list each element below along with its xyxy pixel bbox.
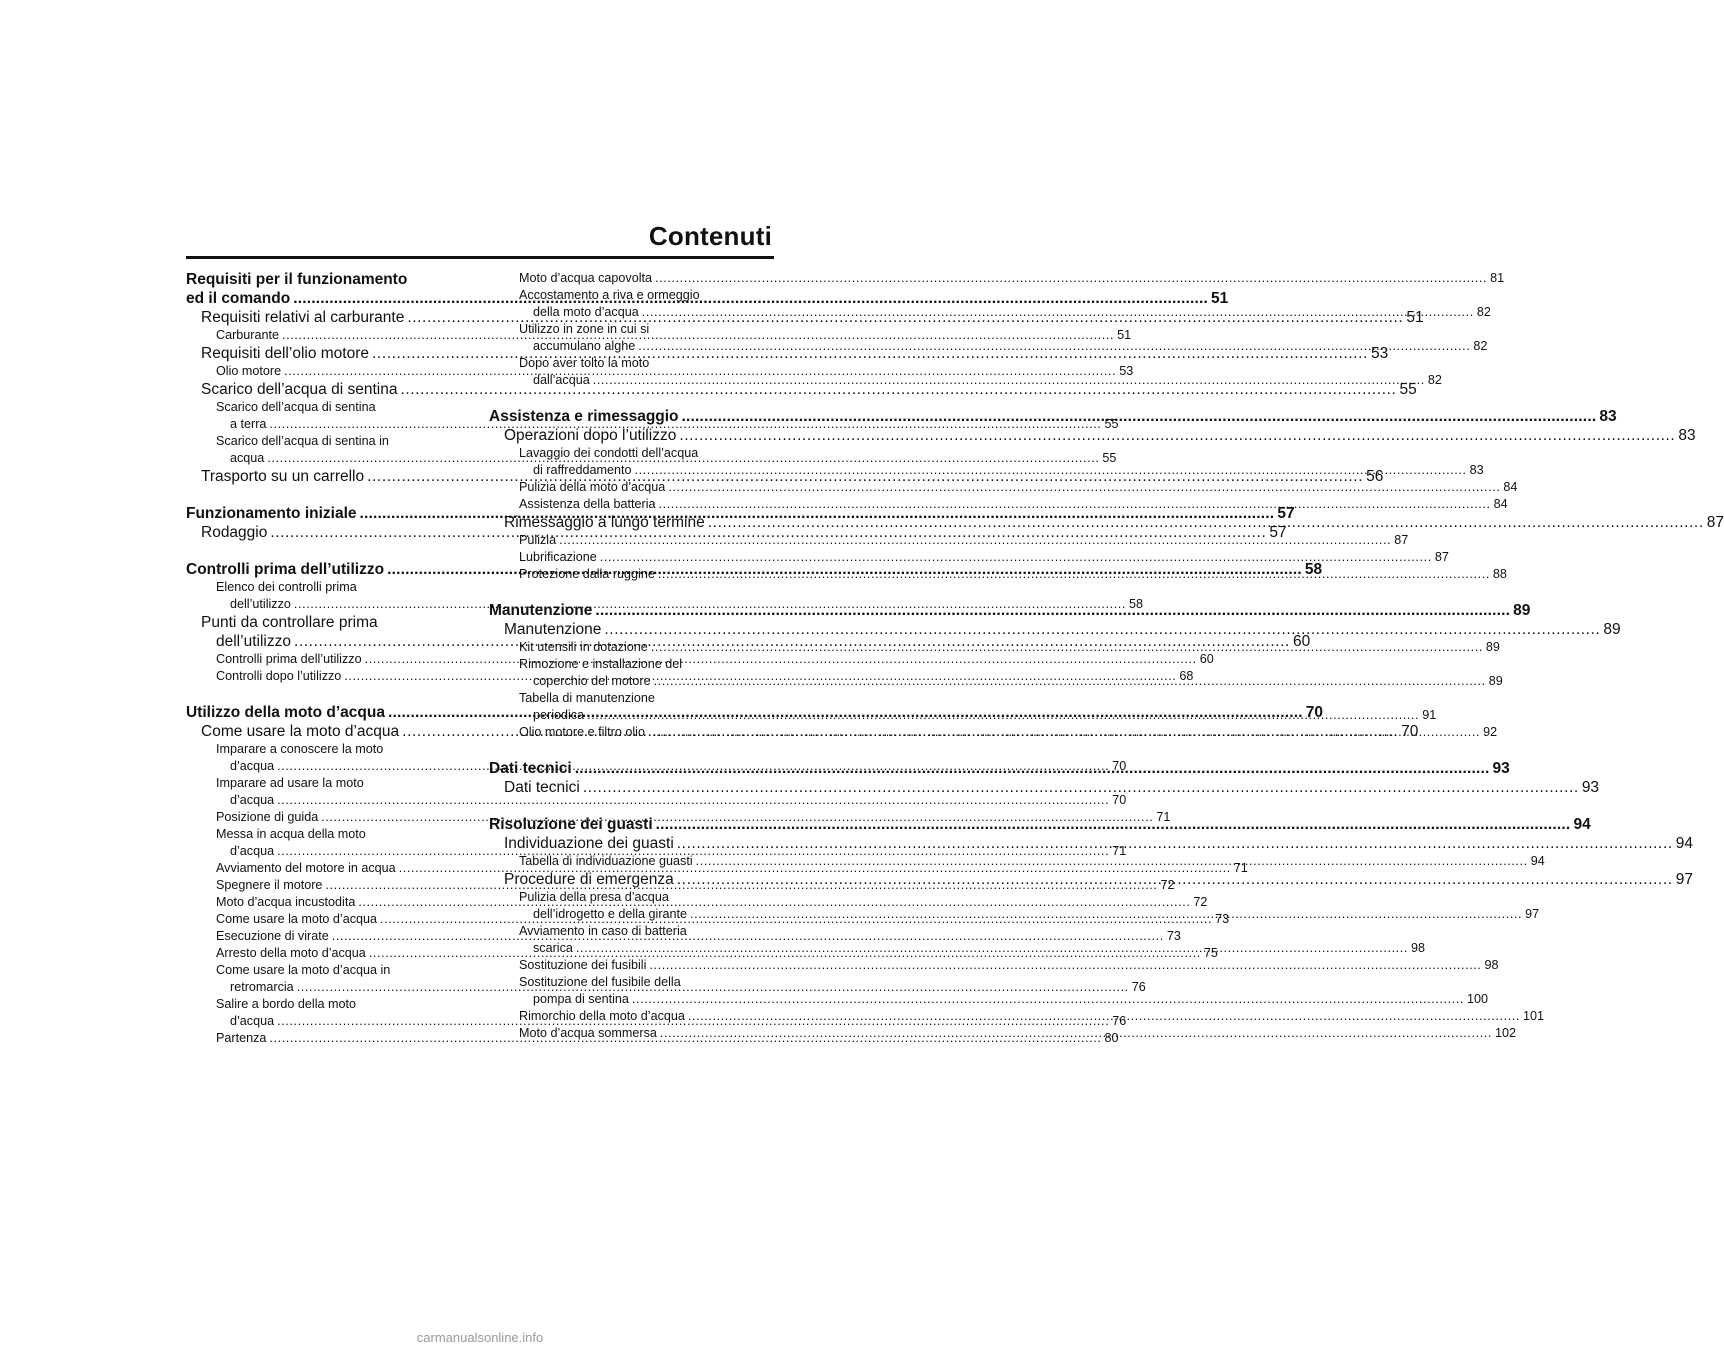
dot-leader [668, 479, 1500, 496]
toc-entry-title: Dopo aver tolto la moto [519, 356, 650, 370]
toc-entry-title: Controlli dopo l’utilizzo [216, 669, 342, 683]
toc-entry-level-3[interactable] [489, 957, 1499, 974]
toc-entry-title: acqua [230, 451, 265, 465]
toc-entry-title: Utilizzo in zone in cui si [519, 322, 650, 336]
toc-page-number: 87 [1434, 550, 1449, 564]
toc-entry-title: Olio motore e filtro olio [519, 725, 645, 739]
dot-leader [654, 674, 1486, 688]
toc-page-number: 51 [1117, 328, 1132, 342]
toc-entry-title: Partenza [216, 1031, 267, 1045]
toc-entry-title: Imparare a conoscere la moto [216, 742, 384, 756]
watermark: carmanualsonline.info [416, 1330, 544, 1345]
toc-entry-title: di raffreddamento [533, 463, 632, 477]
toc-entry-title: Sostituzione del fusibile della [519, 975, 681, 989]
toc-entry-title: della moto d’acqua [533, 305, 639, 319]
toc-page-number: 75 [1203, 946, 1218, 960]
toc-entry-title: Scarico dell’acqua di sentina [216, 400, 376, 414]
toc-entry-title: Requisiti per il funzionamento [186, 271, 408, 288]
toc-entry-title: Rimessaggio a lungo termine [504, 514, 705, 531]
page-title: Contenuti [648, 221, 772, 251]
toc-entry-title: Pulizia della presa d’acqua [519, 890, 669, 904]
toc-entry-title: scarica [533, 941, 573, 955]
toc-entry-title: periodica [533, 708, 585, 722]
toc-page-number: 87 [1394, 533, 1409, 547]
toc-entry-title: Requisiti dell’olio motore [201, 345, 369, 362]
toc-entry-title: ed il comando [186, 290, 291, 307]
toc-entry-title: pompa di sentina [533, 992, 629, 1006]
toc-entry-level-2[interactable] [489, 778, 1600, 797]
toc-entry-title: d’acqua [230, 1014, 275, 1028]
toc-entry-title: Tabella di individuazione guasti [519, 854, 693, 868]
toc-entry-title: Manutenzione [504, 621, 602, 638]
toc-entry-title: Accostamento a riva e ormeggio [519, 288, 700, 302]
toc-entry-title: Scarico dell’acqua di sentina [201, 381, 398, 398]
toc-page-number: 58 [1304, 561, 1323, 578]
dot-leader [696, 853, 1528, 870]
toc-entry-title: Dati tecnici [489, 760, 572, 777]
toc-page-number: 97 [1525, 907, 1540, 921]
toc-page-number: 51 [1406, 309, 1424, 326]
toc-entry-title: dell’utilizzo [230, 597, 291, 611]
toc-page-number: 73 [1215, 912, 1230, 926]
toc-page-number: 93 [1492, 760, 1510, 777]
dot-leader [658, 566, 1490, 583]
toc-entry-title: dell’idrogetto e della girante [533, 907, 688, 921]
toc-entry-title: dall’acqua [533, 373, 590, 387]
toc-page-number: 58 [1129, 597, 1144, 611]
toc-page-number: 94 [1675, 835, 1694, 852]
toc-page-number: 98 [1484, 958, 1499, 972]
dot-leader [587, 708, 1419, 722]
toc-page-number: 60 [1199, 652, 1214, 666]
toc-entry-title: Protezione dalla ruggine [519, 567, 655, 581]
toc-page-number: 53 [1119, 364, 1134, 378]
toc-entry-level-2[interactable] [489, 426, 1696, 445]
toc-page-number: 94 [1530, 854, 1545, 868]
toc-page-number: 73 [1166, 929, 1181, 943]
toc-entry-title: Assistenza e rimessaggio [489, 408, 679, 425]
toc-page-number: 81 [1490, 271, 1505, 285]
toc-entry-level-3[interactable] [489, 496, 1508, 513]
toc-entry-title: d’acqua [230, 759, 275, 773]
toc-page-number: 84 [1503, 480, 1518, 494]
toc-page-number: 76 [1112, 1014, 1127, 1028]
toc-page-number: 89 [1485, 640, 1500, 654]
toc-entry-title: Imparare ad usare la moto [216, 776, 364, 790]
toc-page-number: 102 [1495, 1026, 1517, 1040]
toc-page-number: 82 [1427, 373, 1442, 387]
toc-page-number: 76 [1131, 980, 1146, 994]
toc-page-number: 55 [1104, 417, 1119, 431]
toc-entry-title: Come usare la moto d’acqua [216, 912, 378, 926]
toc-page-number: 80 [1104, 1031, 1119, 1045]
toc-entry-title: Sostituzione dei fusibili [519, 958, 647, 972]
toc-entry-title: Utilizzo della moto d’acqua [186, 704, 385, 721]
dot-leader [559, 532, 1391, 549]
toc-page-number: 70 [1112, 793, 1127, 807]
toc-page-number: 57 [1269, 524, 1287, 541]
toc-entry-title: Procedure di emergenza [504, 871, 674, 888]
dot-leader [604, 620, 1600, 639]
toc-entry-title: d’acqua [230, 793, 275, 807]
toc-page-number: 89 [1513, 602, 1531, 619]
toc-page-number: 82 [1476, 305, 1491, 319]
toc-entry-title: Come usare la moto d’acqua in [216, 963, 391, 977]
toc-page-number: 56 [1366, 468, 1384, 485]
toc-page-number: 98 [1410, 941, 1425, 955]
toc-page-number: 89 [1603, 621, 1621, 638]
toc-page-number: 91 [1422, 708, 1437, 722]
toc-page-number: 82 [1473, 339, 1488, 353]
dot-leader [679, 426, 1675, 445]
toc-entry-level-2[interactable] [489, 620, 1621, 639]
dot-leader [642, 305, 1474, 319]
toc-entry-title: Pulizia [519, 533, 557, 547]
toc-entry-title: dell’utilizzo [216, 633, 291, 650]
toc-entry-title: a terra [230, 417, 267, 431]
dot-leader [688, 1008, 1520, 1025]
dot-leader [638, 339, 1470, 353]
toc-entry-title: Trasporto su un carrello [201, 468, 365, 485]
toc-entry-title: accumulano alghe [533, 339, 636, 353]
dot-leader [677, 870, 1673, 889]
toc-entry-title: Lavaggio dei condotti dell’acqua [519, 446, 699, 460]
toc-page-number: 53 [1371, 345, 1389, 362]
toc-page-number: 94 [1573, 816, 1591, 833]
dot-leader [660, 1025, 1492, 1042]
toc-entry-title: Come usare la moto d’acqua [201, 723, 400, 740]
toc-page-number: 100 [1467, 992, 1489, 1006]
toc-page-number: 70 [1401, 723, 1419, 740]
toc-entry-title: Esecuzione di virate [216, 929, 329, 943]
toc-entry-title: Avviamento in caso di batteria [519, 924, 687, 938]
toc-page-number: 92 [1483, 725, 1498, 739]
toc-entry-title: Tabella di manutenzione [519, 691, 655, 705]
toc-entry-title: Individuazione dei guasti [504, 835, 674, 852]
toc-entry-title: retromarcia [230, 980, 294, 994]
toc-page-number: 84 [1493, 497, 1508, 511]
toc-entry-title: coperchio del motore [533, 674, 651, 688]
toc-page-number: 57 [1277, 505, 1295, 522]
toc-entry-title: Dati tecnici [504, 779, 580, 796]
toc-page-number: 83 [1599, 408, 1617, 425]
toc-page-number: 83 [1678, 427, 1696, 444]
dot-leader [677, 834, 1673, 853]
toc-page-number: 87 [1706, 514, 1724, 531]
dot-leader [659, 496, 1491, 513]
toc-page-number: 70 [1305, 704, 1323, 721]
toc-entry-title: Arresto della moto d’acqua [216, 946, 366, 960]
toc-entry-title: Olio motore [216, 364, 282, 378]
toc-page-number: 101 [1523, 1009, 1545, 1023]
toc-entry-title: Rimorchio della moto d’acqua [519, 1009, 685, 1023]
dot-leader [648, 724, 1480, 741]
toc-entry-title: Punti da controllare prima [201, 614, 378, 631]
toc-entry-title: Operazioni dopo l’utilizzo [504, 427, 677, 444]
dot-leader [656, 815, 1571, 834]
toc-entry-title: Controlli prima dell’utilizzo [186, 561, 385, 578]
toc-entry-title: Lubrificazione [519, 550, 597, 564]
toc-page-number: 71 [1112, 844, 1127, 858]
toc-entry-title: d’acqua [230, 844, 275, 858]
dot-leader [682, 407, 1597, 426]
toc-entry-title: Manutenzione [489, 602, 593, 619]
toc-entry-title: Funzionamento iniziale [186, 505, 357, 522]
dot-leader [600, 549, 1432, 566]
toc-entry-title: Messa in acqua della moto [216, 827, 366, 841]
dot-leader [576, 941, 1408, 955]
toc-entry-title: Elenco dei controlli prima [216, 580, 357, 594]
dot-leader [595, 601, 1510, 620]
toc-page-number: 68 [1179, 669, 1194, 683]
toc-page-number: 55 [1102, 451, 1117, 465]
toc-entry-level-3[interactable] [489, 270, 1505, 287]
dot-leader [708, 513, 1704, 532]
toc-page-number: 97 [1675, 871, 1693, 888]
dot-leader [649, 957, 1481, 974]
toc-entry-level-3[interactable] [489, 479, 1518, 496]
toc-entry-title: Requisiti relativi al carburante [201, 309, 405, 326]
toc-entry-title: Scarico dell’acqua di sentina in [216, 434, 389, 448]
toc-entry-title: Rodaggio [201, 524, 268, 541]
toc-page-number: 93 [1581, 779, 1600, 796]
toc-entry-title: Salire a bordo della moto [216, 997, 357, 1011]
toc-entry-title: Moto d’acqua sommersa [519, 1026, 657, 1040]
dot-leader [583, 778, 1579, 797]
toc-page-number: 71 [1156, 810, 1171, 824]
dot-leader [651, 639, 1483, 656]
toc-page-number: 71 [1233, 861, 1248, 875]
toc-page-number: 55 [1399, 381, 1417, 398]
dot-leader [593, 373, 1425, 387]
toc-entry-level-3[interactable] [489, 549, 1449, 566]
toc-page-number: 70 [1112, 759, 1127, 773]
toc-entry-title: Pulizia della moto d’acqua [519, 480, 666, 494]
toc-page-number: 51 [1211, 290, 1229, 307]
toc-page-number: 88 [1492, 567, 1507, 581]
toc-page-number: 89 [1488, 674, 1503, 688]
toc-entry-title: Spegnere il motore [216, 878, 323, 892]
toc-entry-title: Rimozione e installazione del [519, 657, 683, 671]
toc-entry-title: Moto d’acqua incustodita [216, 895, 356, 909]
toc-entry-title: Posizione di guida [216, 810, 319, 824]
toc-entry-title: Kit utensili in dotazione [519, 640, 648, 654]
dot-leader [632, 992, 1464, 1006]
dot-leader [634, 463, 1466, 477]
toc-page-number: 72 [1193, 895, 1208, 909]
toc-entry-title: Assistenza della batteria [519, 497, 656, 511]
toc-page-number: 60 [1292, 633, 1311, 650]
dot-leader [690, 907, 1522, 921]
toc-entry-title: Moto d’acqua capovolta [519, 271, 653, 285]
page-header [186, 222, 774, 259]
toc-entry-title: Controlli prima dell’utilizzo [216, 652, 362, 666]
dot-leader [575, 759, 1490, 778]
toc-entry-title: Avviamento del motore in acqua [216, 861, 396, 875]
toc-entry-title: Carburante [216, 328, 280, 342]
toc-entry-title: Risoluzione dei guasti [489, 816, 653, 833]
toc-page-number: 72 [1160, 878, 1175, 892]
dot-leader [655, 270, 1487, 287]
toc-page-number: 83 [1469, 463, 1484, 477]
